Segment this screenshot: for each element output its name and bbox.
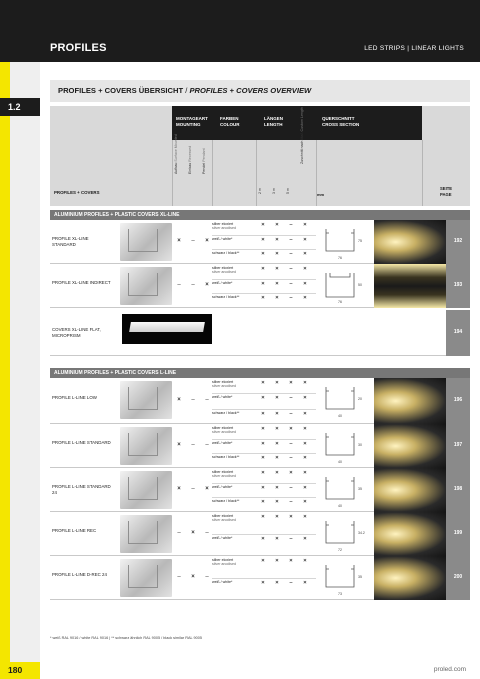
dimension-width: 76 <box>338 300 342 304</box>
page-reference[interactable]: 196 <box>446 378 470 424</box>
length-mark: – <box>289 266 293 272</box>
table-row <box>50 220 470 264</box>
finish-label: schwarz / black** <box>212 499 240 504</box>
length-mark: × <box>303 280 307 287</box>
length-mark: × <box>261 280 265 287</box>
mounting-mark: – <box>177 530 181 536</box>
domain-link[interactable]: proled.com <box>433 666 466 673</box>
mounting-mark: – <box>205 397 209 403</box>
mounting-mark: × <box>205 238 209 244</box>
dimension-width: 76 <box>338 256 342 260</box>
length-mark: × <box>275 499 279 506</box>
dimension-height: 30 <box>358 443 362 447</box>
finish-divider <box>212 453 316 454</box>
cross-section <box>320 559 368 597</box>
length-mark: × <box>289 380 293 386</box>
header-mounting: MONTAGEART MOUNTING <box>176 116 208 127</box>
length-mark: – <box>289 410 293 417</box>
cross-section <box>320 267 368 305</box>
page-reference[interactable]: 194 <box>446 310 470 356</box>
page-reference[interactable]: 192 <box>446 220 470 264</box>
length-mark: × <box>289 470 293 476</box>
length-mark: × <box>289 558 293 564</box>
light-distribution-image <box>374 424 446 468</box>
length-mark: – <box>289 580 293 586</box>
length-mark: × <box>275 426 279 432</box>
length-mark: × <box>261 558 265 564</box>
length-mark: × <box>261 426 265 432</box>
cross-section-drawing <box>320 381 368 419</box>
length-mark: – <box>289 280 293 287</box>
product-name: PROFILE L-LINE REC <box>52 528 97 533</box>
mounting-mark: × <box>191 530 195 536</box>
length-mark: × <box>275 470 279 476</box>
page-reference[interactable]: 197 <box>446 424 470 468</box>
header-length: LÄNGEN LENGTH <box>264 116 283 127</box>
length-mark: × <box>261 455 265 462</box>
bottom-bar <box>0 662 480 679</box>
mounting-mark: – <box>205 442 209 448</box>
length-mark: – <box>289 536 293 542</box>
page-number: 180 <box>0 662 40 679</box>
length-mark: × <box>261 251 265 258</box>
length-mark: × <box>275 484 279 491</box>
mounting-mark: × <box>205 486 209 492</box>
dimension-height: 34.2 <box>358 531 365 535</box>
header-divider <box>256 140 257 206</box>
length-mark: × <box>303 514 307 520</box>
finish-divider <box>212 249 316 250</box>
mounting-mark: – <box>191 397 195 403</box>
length-mark: × <box>261 395 265 402</box>
length-mark: × <box>275 440 279 447</box>
finish-divider <box>212 578 316 579</box>
finish-divider <box>212 497 316 498</box>
length-mark: × <box>261 484 265 491</box>
light-distribution-image <box>374 220 446 264</box>
cross-section <box>320 223 368 261</box>
light-distribution-image <box>374 468 446 512</box>
dimension-width: 73 <box>338 592 342 596</box>
length-mark: × <box>303 222 307 228</box>
finish-label: silber eloxiert silver anodised <box>212 514 236 523</box>
mounting-mark: – <box>191 238 195 244</box>
dimension-width: 40 <box>338 414 342 418</box>
finish-label: weiß / white* <box>212 236 233 241</box>
length-mark: – <box>289 440 293 447</box>
finish-divider <box>212 293 316 294</box>
mount-surface-label: Aufbau Surface Mounted <box>174 134 178 174</box>
length-mark: × <box>261 514 265 520</box>
length-mark: × <box>303 580 307 586</box>
cross-section-drawing <box>320 427 368 465</box>
length-mark: – <box>289 484 293 491</box>
finish-label: silber eloxiert silver anodised <box>212 222 236 231</box>
finish-label: weiß / white* <box>212 280 233 285</box>
section-number-badge: 1.2 <box>0 98 40 116</box>
length-mark: – <box>289 222 293 228</box>
finish-label: schwarz / black** <box>212 410 240 415</box>
dimension-width: 40 <box>338 460 342 464</box>
finish-label: weiß / white* <box>212 395 233 400</box>
length-mark: × <box>275 380 279 386</box>
cross-section <box>320 381 368 419</box>
footnote: * weiß RAL 9016 / white RAL 9016 | ** schwarz ähnlich RAL 9005 / black similar RAL 9005 <box>50 636 202 640</box>
length-mark: × <box>303 470 307 476</box>
length-mark: × <box>275 280 279 287</box>
length-mark: × <box>275 410 279 417</box>
mounting-mark: × <box>191 574 195 580</box>
light-distribution-image <box>374 378 446 424</box>
length-mark: – <box>289 395 293 402</box>
heading-separator: / <box>183 86 190 95</box>
length-mark: × <box>303 426 307 432</box>
page-reference[interactable]: 200 <box>446 556 470 600</box>
light-distribution-image <box>374 264 446 308</box>
product-photo <box>120 427 172 465</box>
dimension-height: 35 <box>358 487 362 491</box>
header-dark-band <box>172 106 422 140</box>
header-divider <box>172 140 173 206</box>
length-mark: × <box>261 470 265 476</box>
length-mark: × <box>275 455 279 462</box>
page-reference[interactable]: 199 <box>446 512 470 556</box>
finish-label: schwarz / black** <box>212 251 240 256</box>
finish-divider <box>212 393 316 394</box>
length-mark: × <box>275 395 279 402</box>
product-photo <box>120 471 172 509</box>
length-mark: × <box>303 395 307 402</box>
length-mark: – <box>289 499 293 506</box>
cross-section-drawing <box>320 559 368 597</box>
page-column-label: SEITE PAGE <box>440 186 453 197</box>
length-mark: × <box>303 440 307 447</box>
mounting-mark: – <box>177 282 181 288</box>
section-bar-xl-line: ALUMINIUM PROFILES + PLASTIC COVERS XL-LINE <box>50 210 470 220</box>
finish-label: silber eloxiert silver anodised <box>212 558 236 567</box>
length-mark: × <box>275 536 279 542</box>
dimension-width: 40 <box>338 504 342 508</box>
mounting-mark: × <box>177 397 181 403</box>
length-mark: × <box>303 558 307 564</box>
length-mark: × <box>275 266 279 272</box>
product-photo <box>120 223 172 261</box>
length-mark: × <box>261 236 265 243</box>
length-mark: × <box>303 380 307 386</box>
finish-divider <box>212 534 316 535</box>
product-photo <box>120 381 172 419</box>
length-mark: × <box>303 499 307 506</box>
length-3m-label: 3 m <box>272 188 276 194</box>
mounting-mark: – <box>205 574 209 580</box>
mounting-mark: × <box>177 238 181 244</box>
length-mark: × <box>261 380 265 386</box>
light-distribution-image <box>374 512 446 556</box>
length-mark: × <box>261 266 265 272</box>
mounting-mark: × <box>205 282 209 288</box>
finish-label: weiß / white* <box>212 580 233 584</box>
dimension-height: 20 <box>358 397 362 401</box>
finish-label: silber eloxiert silver anodised <box>212 380 236 389</box>
light-distribution-image <box>374 556 446 600</box>
length-mark: × <box>303 455 307 462</box>
product-name: PROFILE L-LINE STANDARD <box>52 440 111 445</box>
header-divider <box>422 140 423 206</box>
cover-photo <box>122 314 212 344</box>
product-photo <box>120 515 172 553</box>
dimension-width: 72 <box>338 548 342 552</box>
length-mark: × <box>275 558 279 564</box>
header-divider <box>212 140 213 206</box>
finish-label: silber eloxiert silver anodised <box>212 470 236 479</box>
length-mark: – <box>289 251 293 258</box>
page-reference[interactable]: 198 <box>446 468 470 512</box>
length-mark: × <box>275 295 279 302</box>
length-5m-label: 5 m <box>286 188 290 194</box>
finish-label: schwarz / black** <box>212 455 240 460</box>
yellow-side-strip <box>0 62 10 662</box>
dimension-height: 50 <box>358 283 362 287</box>
finish-divider <box>212 439 316 440</box>
heading-english: PROFILES + COVERS OVERVIEW <box>189 86 312 95</box>
length-mark: × <box>303 251 307 258</box>
grey-side-strip <box>10 62 40 662</box>
finish-divider <box>212 279 316 280</box>
product-name: PROFILE XL-LINE INDIRECT <box>52 280 111 285</box>
length-mark: × <box>303 536 307 542</box>
length-mark: × <box>303 295 307 302</box>
finish-label: schwarz / black** <box>212 295 240 300</box>
heading-german: PROFILES + COVERS ÜBERSICHT <box>58 86 184 95</box>
cross-section-drawing <box>320 471 368 509</box>
section-bar-l-line: ALUMINIUM PROFILES + PLASTIC COVERS L-LINE <box>50 368 470 378</box>
table-row <box>50 468 470 512</box>
finish-label: silber eloxiert silver anodised <box>212 266 236 275</box>
finish-divider <box>212 409 316 410</box>
cross-section <box>320 471 368 509</box>
finish-label: weiß / white* <box>212 536 233 540</box>
finish-label: weiß / white* <box>212 484 233 489</box>
mounting-mark: – <box>191 282 195 288</box>
length-mark: × <box>275 580 279 586</box>
product-name: COVERS XL-LINE FLAT, MICROPRISM <box>52 327 101 338</box>
mounting-mark: – <box>177 574 181 580</box>
top-bar <box>0 0 480 62</box>
table-row <box>50 512 470 556</box>
cross-section-drawing <box>320 515 368 553</box>
page-subtitle: LED STRIPS | LINEAR LIGHTS <box>364 45 464 52</box>
mounting-mark: – <box>191 486 195 492</box>
header-finish: FARBEN COLOUR <box>220 116 240 127</box>
length-mark: – <box>289 455 293 462</box>
mounting-mark: × <box>177 442 181 448</box>
table-row <box>50 556 470 600</box>
profiles-covers-column-label: PROFILES + COVERS <box>54 190 100 195</box>
cross-section <box>320 427 368 465</box>
product-name: PROFILE L-LINE D-REC 24 <box>52 572 107 577</box>
length-mark: × <box>261 536 265 542</box>
length-mark: × <box>289 514 293 520</box>
table-row <box>50 264 470 308</box>
length-custom-label: Zuschnitt nach Maß Custom Length <box>300 107 304 164</box>
product-name: PROFILE L-LINE LOW <box>52 395 97 400</box>
cross-section-drawing <box>320 267 368 305</box>
header-cross-section: QUERSCHNITT CROSS SECTION <box>322 116 360 127</box>
length-mark: × <box>261 580 265 586</box>
table-header <box>50 106 470 206</box>
length-mark: × <box>275 222 279 228</box>
length-mark: × <box>261 222 265 228</box>
length-mark: × <box>261 499 265 506</box>
length-2m-label: 2 m <box>258 188 262 194</box>
dimension-height: 75 <box>358 239 362 243</box>
length-mark: × <box>303 410 307 417</box>
table-row <box>50 310 470 356</box>
mounting-mark: – <box>205 530 209 536</box>
length-mark: – <box>289 295 293 302</box>
overview-heading <box>50 80 470 102</box>
length-mark: × <box>275 251 279 258</box>
length-mark: × <box>303 484 307 491</box>
product-photo <box>120 559 172 597</box>
page-title: PROFILES <box>50 42 107 54</box>
cross-section-drawing <box>320 223 368 261</box>
finish-divider <box>212 483 316 484</box>
mounting-mark: – <box>191 442 195 448</box>
length-mark: × <box>261 410 265 417</box>
length-mark: × <box>289 426 293 432</box>
mm-unit-label: mm <box>317 192 325 197</box>
mount-pendant-label: Pendel Pendant <box>202 148 206 174</box>
mounting-mark: × <box>177 486 181 492</box>
product-name: PROFILE L-LINE STANDARD 24 <box>52 484 111 495</box>
mount-recessed-label: Einbau Recessed <box>188 145 192 174</box>
table-row <box>50 424 470 468</box>
product-photo <box>120 267 172 305</box>
table-row <box>50 378 470 424</box>
length-mark: × <box>303 266 307 272</box>
length-mark: × <box>261 440 265 447</box>
finish-label: weiß / white* <box>212 440 233 445</box>
finish-label: silber eloxiert silver anodised <box>212 426 236 435</box>
length-mark: × <box>275 514 279 520</box>
page-reference[interactable]: 193 <box>446 264 470 308</box>
header-divider <box>316 140 317 206</box>
product-name: PROFILE XL-LINE STANDARD <box>52 236 89 247</box>
length-mark: × <box>275 236 279 243</box>
dimension-height: 35 <box>358 575 362 579</box>
finish-divider <box>212 235 316 236</box>
length-mark: × <box>303 236 307 243</box>
length-mark: × <box>261 295 265 302</box>
length-mark: – <box>289 236 293 243</box>
cross-section <box>320 515 368 553</box>
